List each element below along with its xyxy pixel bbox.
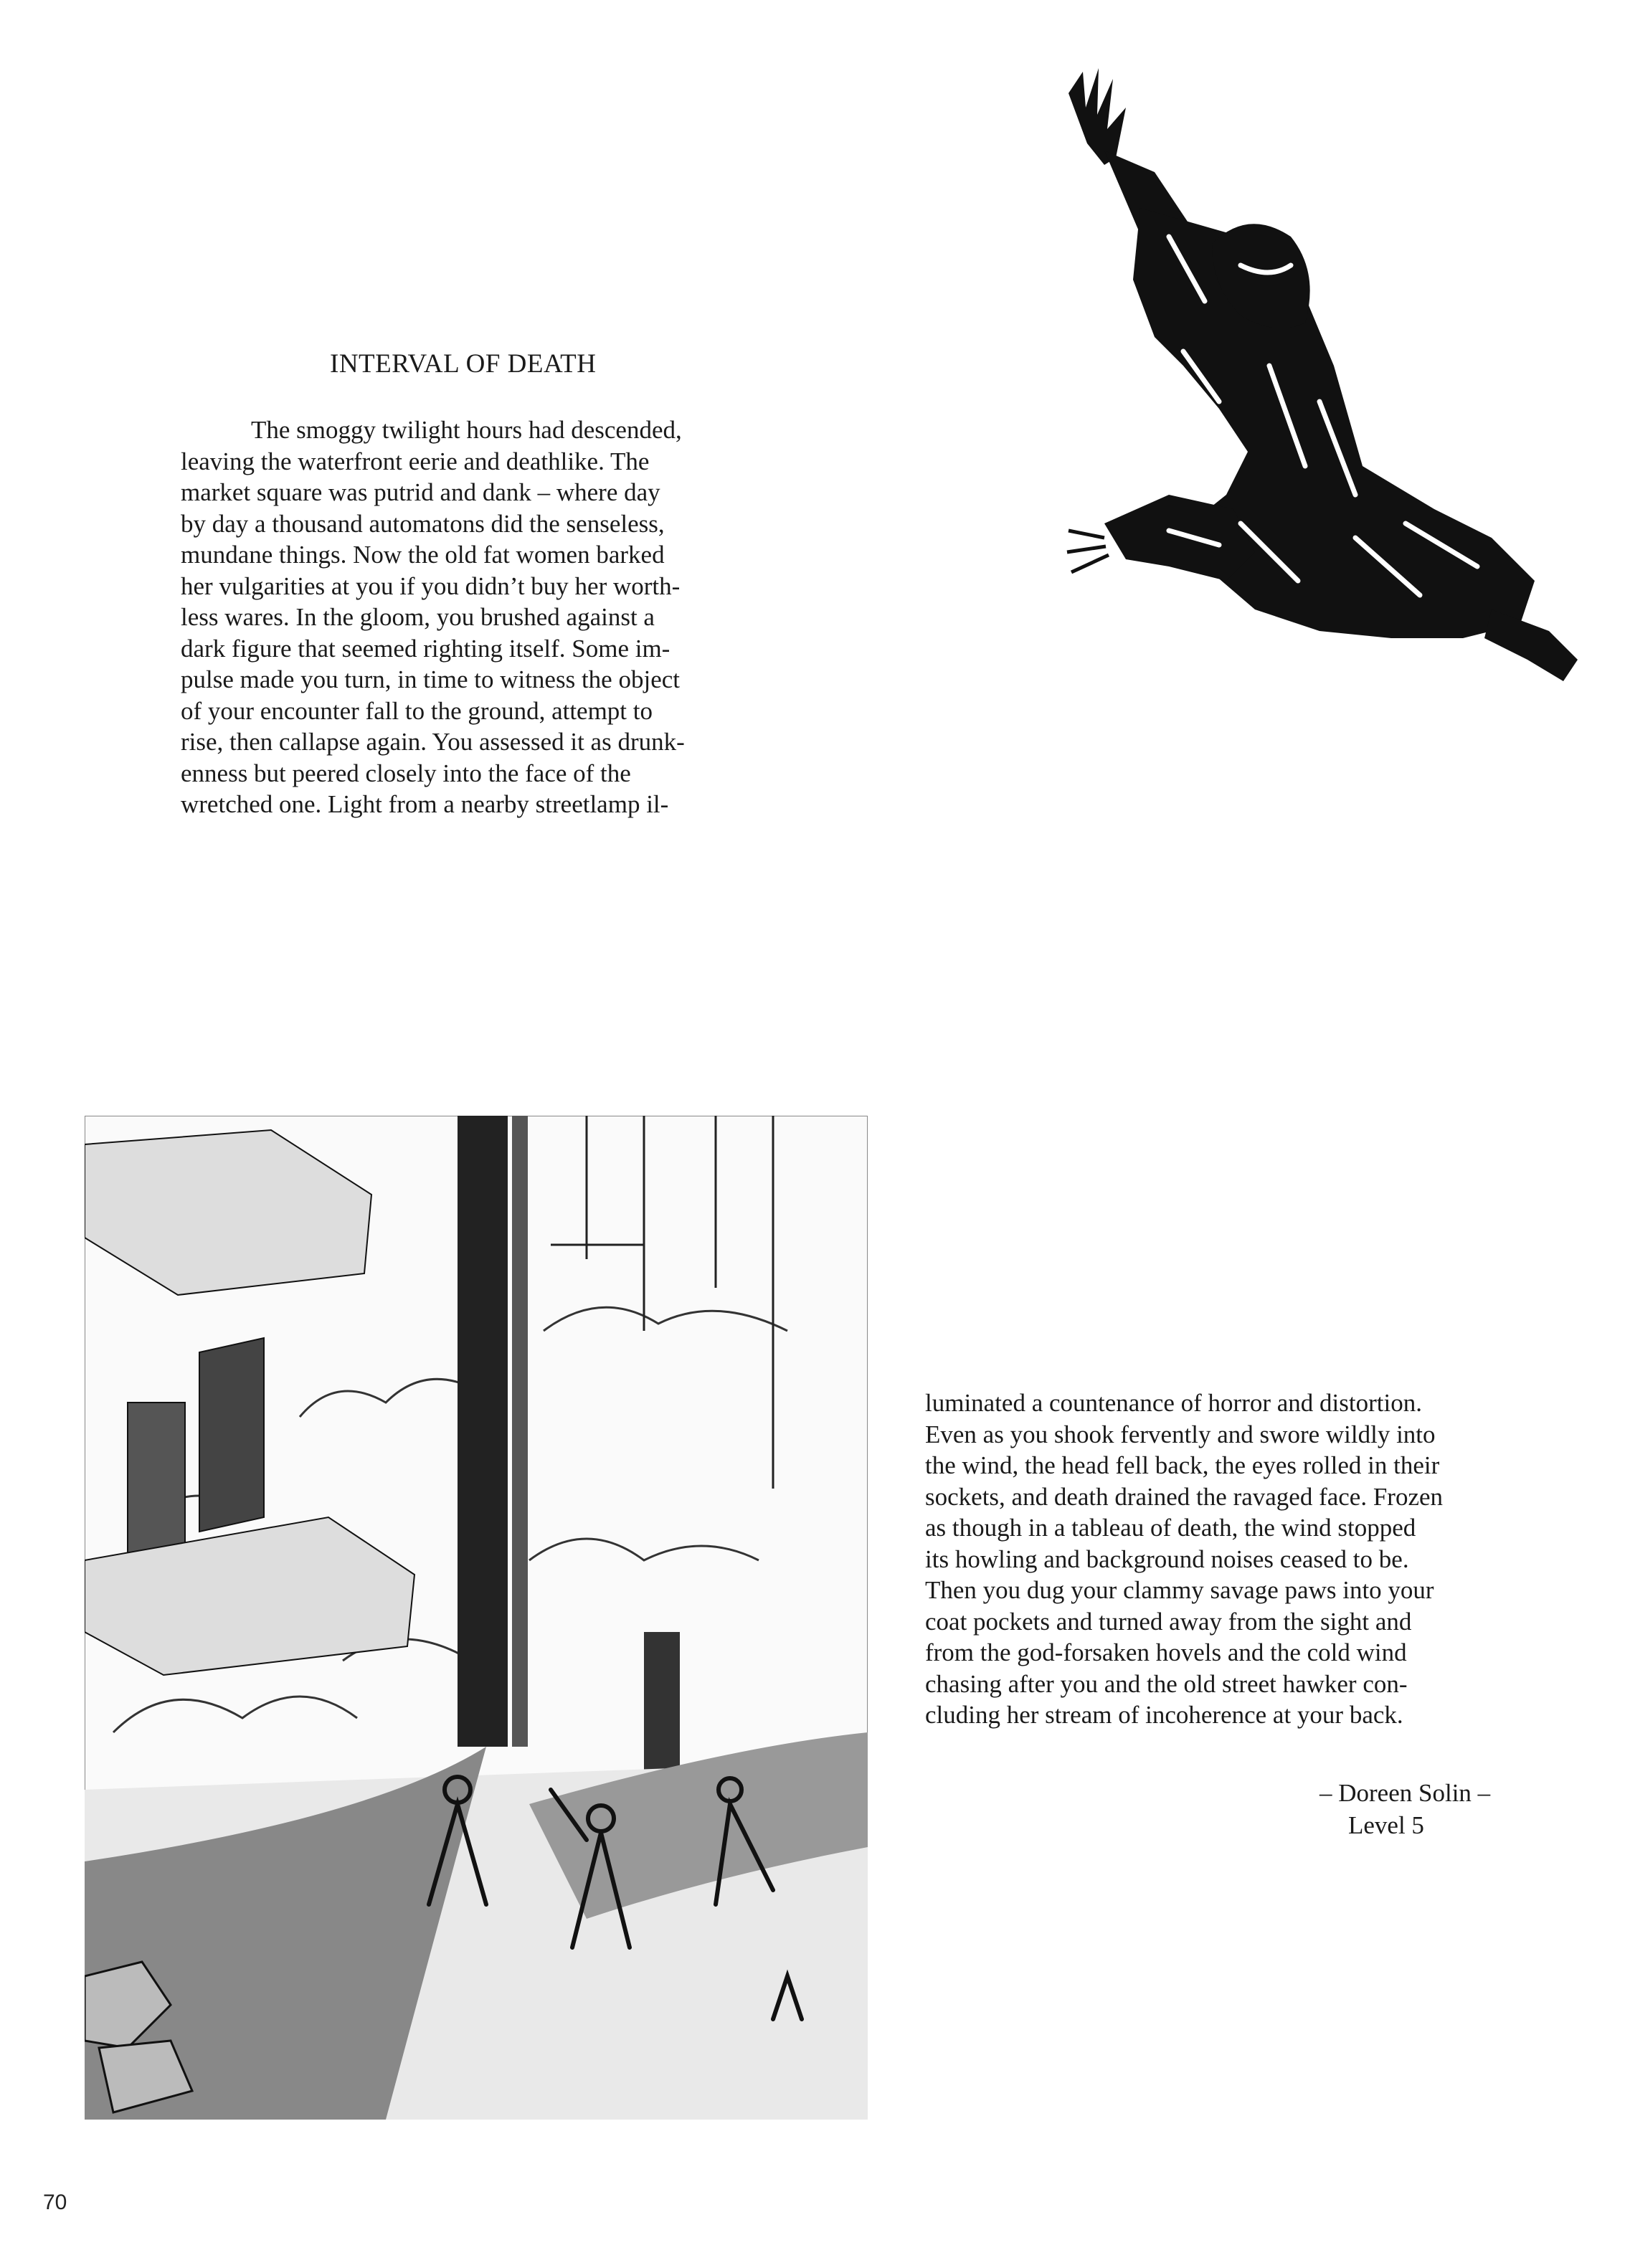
hooded-figure-illustration — [1061, 65, 1592, 724]
author-signature — [1319, 1777, 1506, 1841]
text-line: chasing after you and the old street hawker con- — [925, 1669, 1408, 1698]
text-line: cluding her stream of incoherence at your back. — [925, 1701, 1403, 1729]
text-line: The smoggy twilight hours had descended, — [251, 416, 682, 444]
text-line: leaving the waterfront eerie and deathlike. The — [181, 447, 650, 475]
text-line: the wind, the head fell back, the eyes rolled in their — [925, 1451, 1440, 1479]
text-line: by day a thousand automatons did the senseless, — [181, 509, 665, 538]
text-line: rise, then callapse again. You assessed it as drunk- — [181, 728, 685, 756]
text-line: of your encounter fall to the ground, attempt to — [181, 696, 653, 725]
text-line: Even as you shook fervently and swore wildly into — [925, 1420, 1436, 1448]
text-line: dark figure that seemed righting itself. Some im- — [181, 634, 671, 663]
text-line: market square was putrid and dank – where day — [181, 478, 660, 506]
text-line: enness but peered closely into the face of the — [181, 759, 631, 787]
text-line: its howling and background noises ceased to be. — [925, 1545, 1409, 1573]
text-line: as though in a tableau of death, the wind stopped — [925, 1514, 1416, 1542]
text-line: her vulgarities at you if you didn’t buy her worth- — [181, 571, 681, 600]
text-line: coat pockets and turned away from the sight and — [925, 1607, 1412, 1636]
text-line: wretched one. Light from a nearby streetlamp il- — [181, 790, 669, 818]
author-name: – Doreen Solin – — [1319, 1779, 1491, 1807]
text-line: from the god-forsaken hovels and the cold wind — [925, 1638, 1407, 1666]
text-line: pulse made you turn, in time to witness the object — [181, 665, 680, 693]
street-scene-illustration — [85, 1116, 868, 2120]
text-line: mundane things. Now the old fat women barked — [181, 541, 665, 569]
text-line: Then you dug your clammy savage paws into your — [925, 1576, 1434, 1604]
story-title: INTERVAL OF DEATH — [330, 349, 597, 379]
text-line: sockets, and death drained the ravaged face. Frozen — [925, 1482, 1444, 1511]
text-line: luminated a countenance of horror and distortion. — [925, 1389, 1422, 1417]
page-number: 70 — [43, 2191, 67, 2214]
author-level: Level 5 — [1348, 1811, 1424, 1839]
story-paragraph-2 — [925, 1387, 1513, 1731]
story-paragraph-1 — [181, 414, 790, 820]
text-line: less wares. In the gloom, you brushed against a — [181, 603, 655, 631]
